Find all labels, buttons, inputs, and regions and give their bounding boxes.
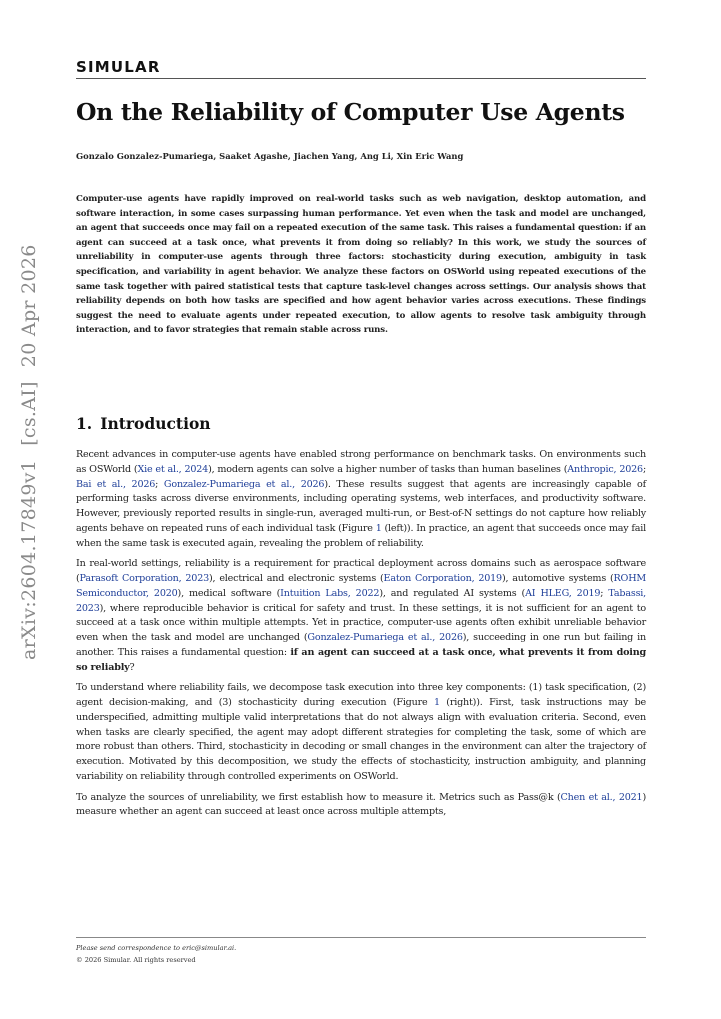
text: To analyze the sources of unreliability, we first establish how to measure it. Metrics such as Pass@k ( <box>76 791 561 803</box>
citation-link[interactable]: Gonzalez-Pumariega et al., 2026 <box>307 632 463 643</box>
paragraph-4 <box>76 791 646 821</box>
text: ), succeeding in one run but failing in another. This raises a fundamental question: <box>76 632 646 658</box>
text: Recent advances in computer-use agents have enabled strong performance on benchmark tasks. On environments such as OSWorld ( <box>76 449 646 475</box>
text: ; <box>600 587 609 599</box>
text: In real-world settings, reliability is a requirement for practical deployment across domains such as aerospace software ( <box>76 558 646 584</box>
section-heading-introduction <box>76 414 211 433</box>
text: ; <box>155 478 164 490</box>
citation-link[interactable]: Xie et al., 2024 <box>137 463 209 475</box>
author-list: Gonzalo Gonzalez-Pumariega, Saaket Agashe, Jiachen Yang, Ang Li, Xin Eric Wang <box>76 151 464 161</box>
text: To understand where reliability fails, we decompose task execution into three key components: (1) task specification, (2) agent decision-making, and (3) stochasticity during execution (Figure <box>76 682 646 708</box>
paragraph-3 <box>76 681 646 784</box>
citation-link[interactable]: Anthropic, 2026 <box>567 463 643 475</box>
citation-link[interactable]: Gonzalez-Pumariega et al., 2026 <box>163 478 325 490</box>
paragraph-1 <box>76 448 646 551</box>
footnote-divider <box>76 937 646 938</box>
arxiv-sidebar-stamp <box>18 230 40 660</box>
text: ), electrical and electronic systems ( <box>209 573 384 584</box>
text: ), where reproducible behavior is critical for safety and trust. In these settings, it is not sufficient for an agent to succeed at a task once within multiple attempts. Yet in practice, computer-use agents often exhibit unreliable behavior even when the task and model are unchanged ( <box>76 602 646 643</box>
section-title: Introduction <box>100 414 211 433</box>
paragraph-2 <box>76 557 646 675</box>
text: (right)). First, task instructions may be underspecified, admitting multiple valid interpretations that do not always align with evaluation criteria. Second, even when tasks are clearly specified, the agent may adopt different strategies for completing the task, some of which are more robust than others. Third, stochasticity in decoding or small changes in the environment can alter the trajectory of execution. Motivated by this decomposition, we study the effects of stochasticity, instruction ambiguity, and planning variability on reliability through controlled experiments on OSWorld. <box>76 697 646 782</box>
citation-link[interactable]: ROHM Semiconductor, 2020 <box>76 573 646 599</box>
arxiv-date: 20 Apr 2026 <box>18 244 40 368</box>
text: (left)). In practice, an agent that succeeds once may fail when the same task is executed again, revealing the problem of reliability. <box>76 522 647 549</box>
simular-logo: SIMULAR <box>76 58 161 76</box>
arxiv-id[interactable]: arXiv:2604.17849v1 <box>18 459 40 660</box>
citation-link[interactable]: Parasoft Corporation, 2023 <box>79 573 210 584</box>
citation-link[interactable]: Eaton Corporation, 2019 <box>383 573 502 584</box>
copyright-note: © 2026 Simular. All rights reserved <box>76 956 196 964</box>
text: ), medical software ( <box>177 587 281 599</box>
correspondence-note: Please send correspondence to eric@simular.ai. <box>76 944 237 952</box>
text: ), automotive systems ( <box>501 573 614 584</box>
section-number: 1. <box>76 414 93 433</box>
arxiv-category: [cs.AI] <box>18 381 40 446</box>
key-question: if an agent can succeed at a task once, what prevents it from doing so reliably <box>76 646 647 673</box>
text: ? <box>129 661 135 673</box>
text: ) measure whether an agent can succeed at least once across multiple attempts, <box>76 791 646 818</box>
text: ). These results suggest that agents are increasingly capable of performing tasks across diverse environments, including operating systems, web interfaces, and productivity software. However, previously reported results in single-run, averaged multi-run, or Best-of-N settings do not capture how reliably agents behave on repeated runs of each individual task (Figure <box>76 478 646 534</box>
paper-title: On the Reliability of Computer Use Agents <box>76 98 625 126</box>
citation-link[interactable]: Intuition Labs, 2022 <box>280 587 380 599</box>
introduction-body <box>76 448 646 826</box>
citation-link[interactable]: Tabassi, 2023 <box>76 587 647 614</box>
figure-ref-link[interactable]: 1 <box>375 522 382 534</box>
citation-link[interactable]: AI HLEG, 2019 <box>525 587 601 599</box>
text: ), modern agents can solve a higher number of tasks than human baselines ( <box>208 463 568 475</box>
text: ), and regulated AI systems ( <box>379 587 526 599</box>
citation-link[interactable]: Chen et al., 2021 <box>560 791 643 803</box>
citation-link[interactable]: Bai et al., 2026 <box>76 478 156 490</box>
header-divider <box>76 78 646 79</box>
abstract: Computer-use agents have rapidly improved on real-world tasks such as web navigation, desktop automation, and software interaction, in some cases surpassing human performance. Yet even when the task and model are unchanged, an agent that succeeds once may fail on a repeated execution of the same task. This raises a fundamental question: if an agent can succeed at a task once, what prevents it from doing so reliably? In this work, we study the sources of unreliability in computer-use agents through three factors: stochasticity during execution, ambiguity in task specification, and variability in agent behavior. We analyze these factors on OSWorld using repeated executions of the same task together with paired statistical tests that capture task-level changes across settings. Our analysis shows that reliability depends on both how tasks are specified and how agent behavior varies across executions. These findings suggest the need to evaluate agents under repeated execution, to allow agents to resolve task ambiguity through interaction, and to favor strategies that remain stable across runs. <box>76 194 646 336</box>
text: ; <box>642 463 646 475</box>
figure-ref-link[interactable]: 1 <box>433 697 440 708</box>
